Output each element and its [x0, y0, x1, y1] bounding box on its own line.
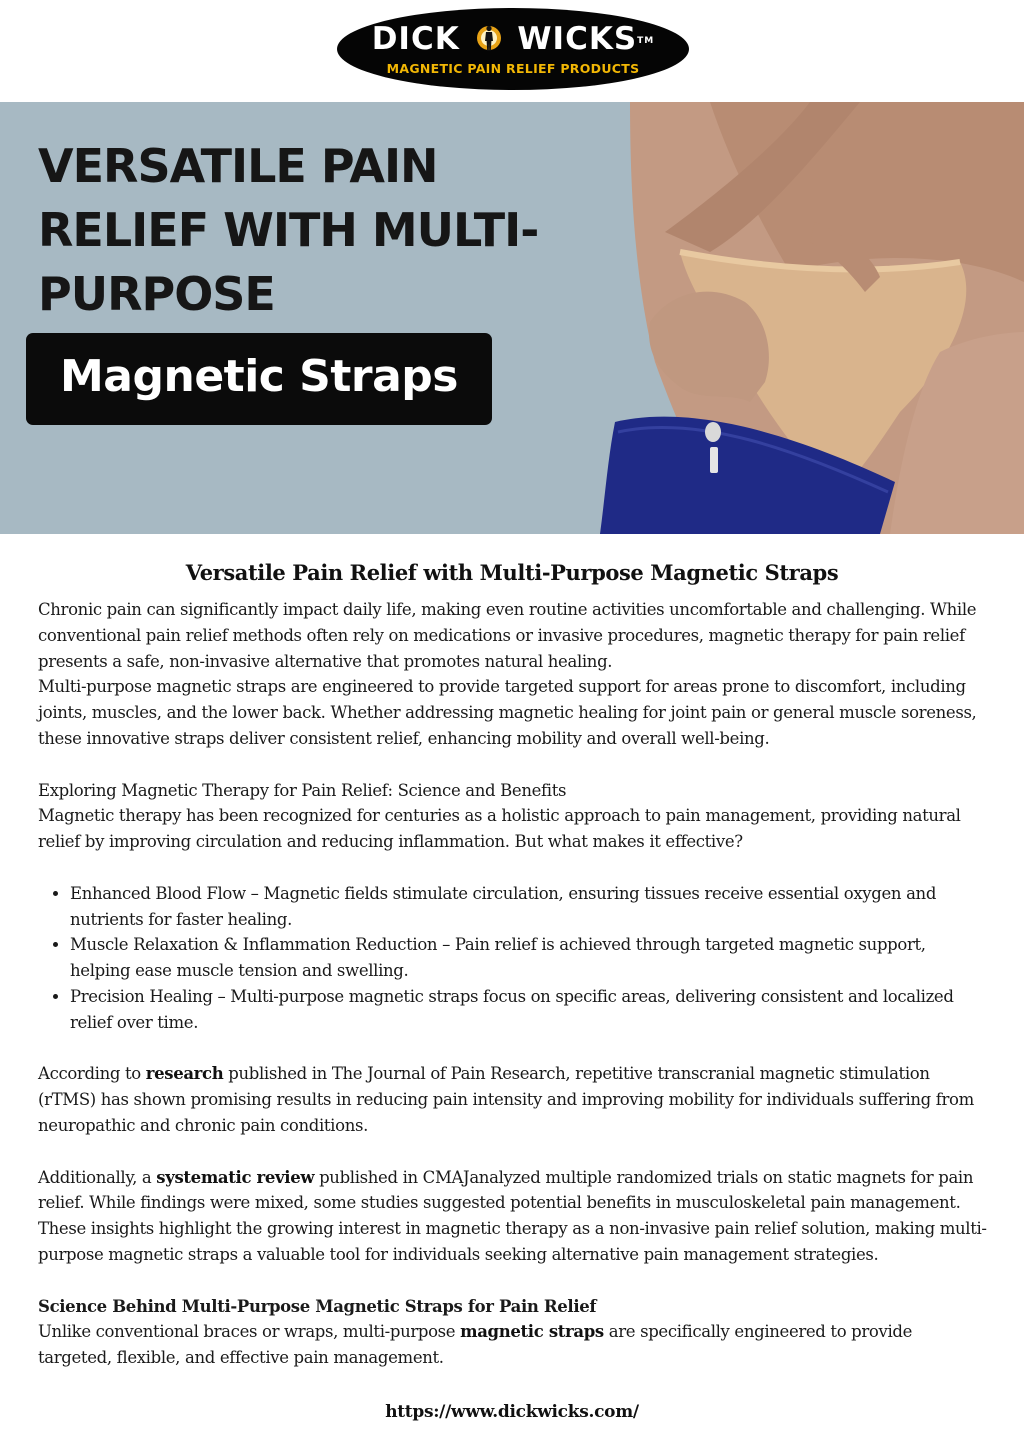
hero-photo-strap-on-thigh: [560, 102, 1024, 534]
logo-name-right: WICKS: [517, 21, 638, 57]
research-text-end: published in The Journal of Pain Research, repetitive transcranial magnetic stimulation (rTMS) has shown promising results in reducing pain intensity and improving mobility for individuals suffering from neuropathic and chronic pain conditions.: [38, 1064, 974, 1135]
section-2-heading: Science Behind Multi-Purpose Magnetic Straps for Pain Relief: [38, 1296, 597, 1316]
review-paragraph: [38, 1165, 988, 1217]
hero-banner: [0, 102, 1024, 534]
research-link[interactable]: research: [145, 1064, 224, 1084]
trademark-mark: TM: [637, 36, 655, 46]
section-2-paragraph: [38, 1319, 988, 1371]
section-1-heading: Exploring Magnetic Therapy for Pain Relief: Science and Benefits: [38, 780, 567, 800]
intro-paragraph-1: Chronic pain can significantly impact daily life, making even routine activities uncomfortable and challenging. While conventional pain relief methods often rely on medications or invasive procedures, magnetic therapy for pain relief presents a safe, non-invasive alternative that promotes natural healing.: [38, 600, 977, 671]
list-item: • Muscle Relaxation & Inflammation Reduction – Pain relief is achieved through targeted magnetic support, helping ease muscle tension and swelling.: [70, 932, 988, 984]
banner-product-label: [26, 333, 492, 425]
review-text-end: published in CMAJanalyzed multiple randomized trials on static magnets for pain relief. While findings were mixed, some studies suggested potential benefits in musculoskeletal pain management.: [38, 1167, 974, 1213]
section-1-paragraph: Magnetic therapy has been recognized for centuries as a holistic approach to pain management, providing natural relief by improving circulation and reducing inflammation. But what makes it effective?: [38, 806, 961, 852]
logo-wordmark: [337, 22, 689, 57]
magnetic-straps-link[interactable]: magnetic straps: [460, 1322, 604, 1342]
banner-product-label-text: Magnetic Straps: [60, 351, 458, 402]
list-item: • Precision Healing – Multi-purpose magnetic straps focus on specific areas, delivering consistent and localized relief over time.: [70, 984, 988, 1036]
website-url-link[interactable]: https://www.dickwicks.com/: [385, 1402, 639, 1422]
human-figure-icon: [476, 22, 502, 54]
intro-paragraph-2: Multi-purpose magnetic straps are engineered to provide targeted support for areas prone to discomfort, including joints, muscles, and the lower back. Whether addressing magnetic healing for joint pain or general muscle soreness, these innovative straps deliver consistent relief, enhancing mobility and overall well-being.: [38, 677, 977, 748]
section-2-text-start: Unlike conventional braces or wraps, multi-purpose: [38, 1322, 461, 1342]
brand-logo[interactable]: [337, 8, 689, 90]
banner-heading: VERSATILE PAIN RELIEF WITH MULTI-PURPOSE: [38, 139, 539, 321]
research-paragraph: [38, 1061, 988, 1138]
review-text-start: Additionally, a: [38, 1167, 157, 1187]
benefits-list: [38, 881, 988, 1036]
article-body: [38, 597, 988, 1371]
logo-tagline: MAGNETIC PAIN RELIEF PRODUCTS: [386, 61, 640, 76]
insights-paragraph: These insights highlight the growing interest in magnetic therapy as a non-invasive pain relief solution, making multi-purpose magnetic straps a valuable tool for individuals seeking alternative pain management strategies.: [38, 1219, 987, 1264]
list-item: • Enhanced Blood Flow – Magnetic fields stimulate circulation, ensuring tissues receive essential oxygen and nutrients for faster healing.: [70, 881, 988, 933]
systematic-review-link[interactable]: systematic review: [156, 1167, 315, 1187]
section-2-text-end: are specifically engineered to provide targeted, flexible, and effective pain management.: [38, 1322, 913, 1368]
logo-name-left: DICK: [371, 21, 460, 57]
article-title: Versatile Pain Relief with Multi-Purpose Magnetic Straps: [185, 560, 839, 585]
research-text-start: According to: [38, 1064, 146, 1084]
